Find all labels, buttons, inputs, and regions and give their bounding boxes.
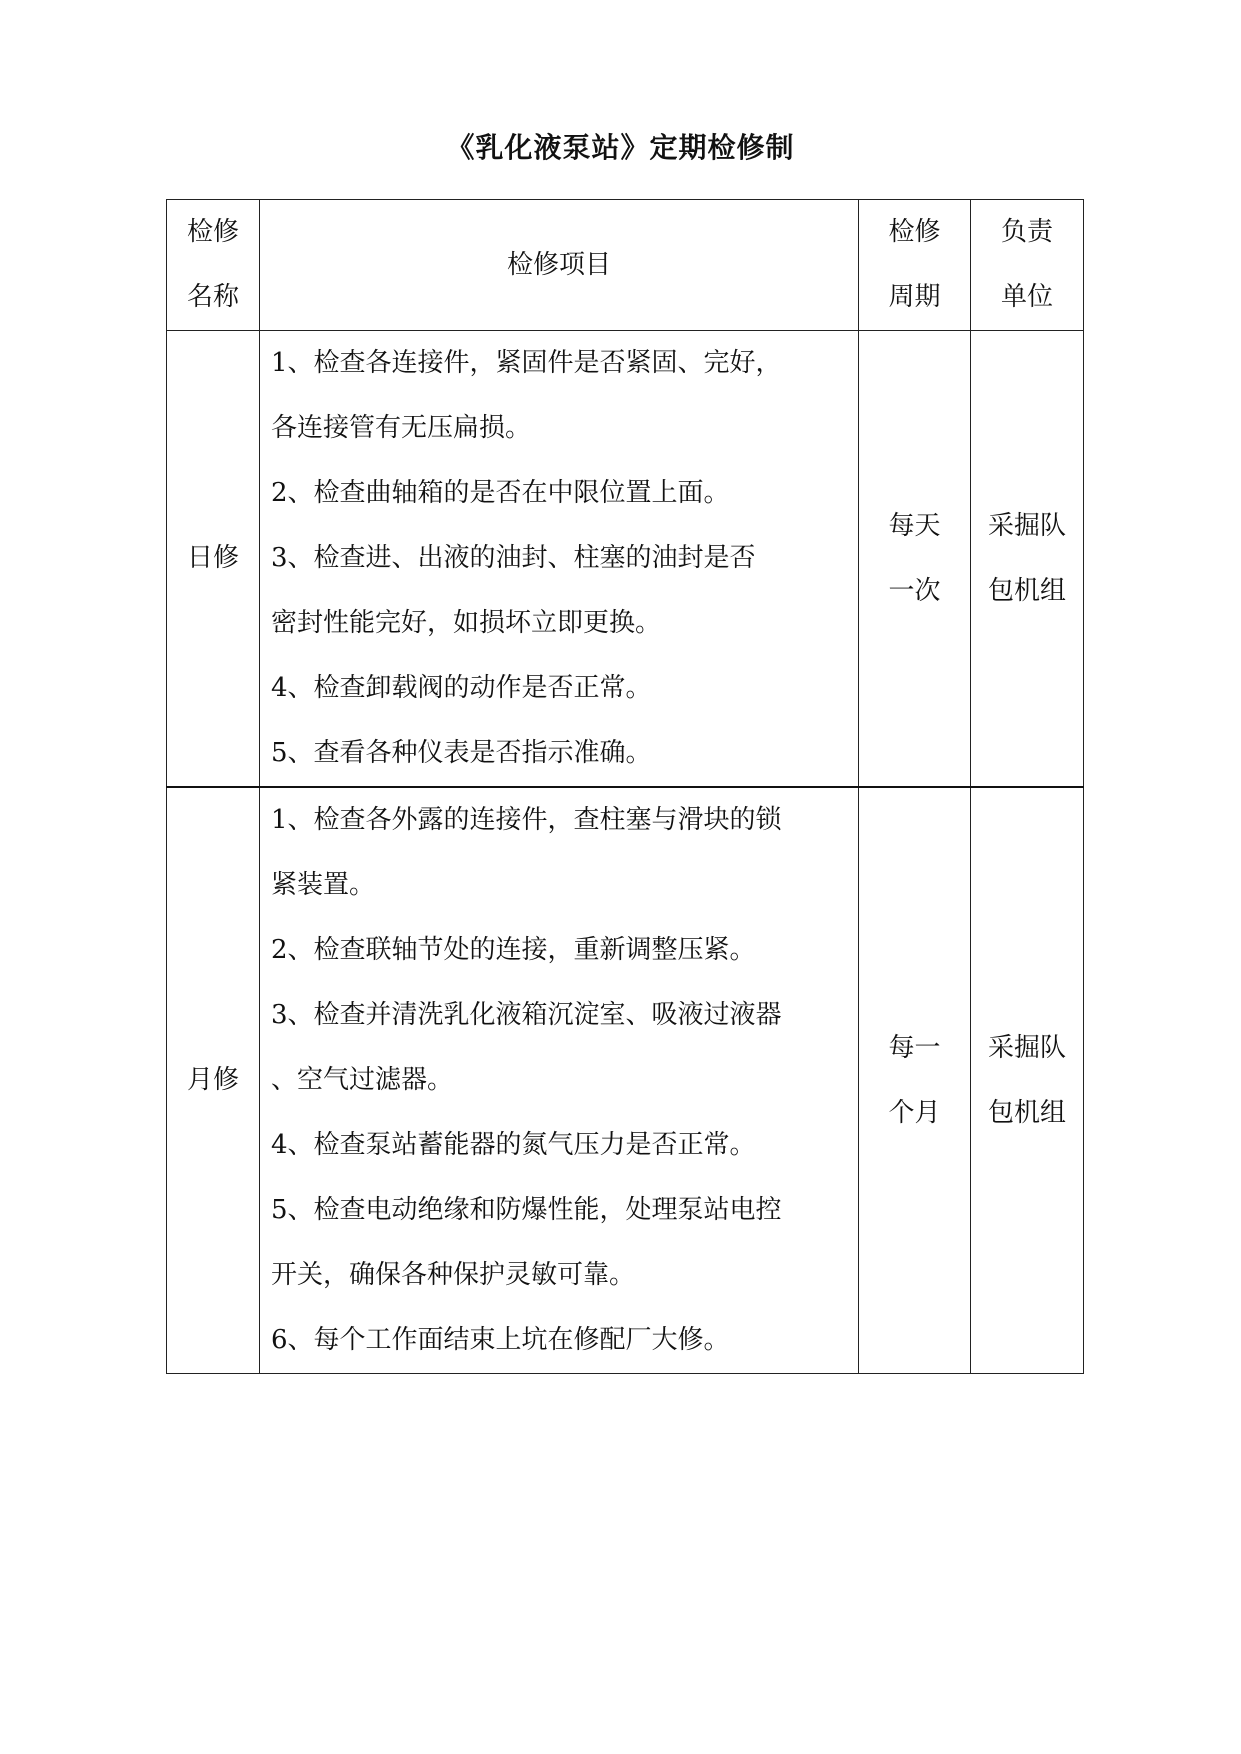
document-title: 《乳化液泵站》定期检修制 xyxy=(446,131,795,164)
item-line: 1、检查各连接件，紧固件是否紧固、完好， xyxy=(271,348,782,378)
item-line: 密封性能完好，如损坏立即更换。 xyxy=(271,608,662,638)
row-items-monthly xyxy=(260,787,859,1374)
item-line: 1、检查各外露的连接件，查柱塞与滑块的锁 xyxy=(271,805,782,835)
item-line: 5、检查电动绝缘和防爆性能，处理泵站电控 xyxy=(271,1195,782,1225)
header-maintenance-items: 检修项目 xyxy=(260,200,859,331)
header-name-line-2: 名称 xyxy=(186,282,239,312)
row-name-daily: 日修 xyxy=(167,331,260,788)
table-row xyxy=(167,331,1084,788)
cycle-line-1: 每天 xyxy=(888,510,941,541)
row-unit-daily xyxy=(971,331,1084,788)
item-line: 6、每个工作面结束上坑在修配厂大修。 xyxy=(271,1325,730,1355)
cycle-line-2: 个月 xyxy=(888,1097,941,1128)
header-maintenance-name xyxy=(167,200,260,331)
row-cycle-monthly xyxy=(859,787,971,1374)
header-cycle-line-2: 周期 xyxy=(888,282,941,312)
row-unit-monthly xyxy=(971,787,1084,1374)
table-row xyxy=(167,787,1084,1374)
item-line: 、空气过滤器。 xyxy=(271,1065,454,1095)
unit-line-2: 包机组 xyxy=(987,575,1066,606)
header-cycle-line-1: 检修 xyxy=(888,217,941,247)
item-line: 3、检查进、出液的油封、柱塞的油封是否 xyxy=(271,543,756,573)
header-responsible-unit xyxy=(971,200,1084,331)
table-header-row xyxy=(167,200,1084,331)
maintenance-table xyxy=(166,199,1084,1374)
item-line: 开关，确保各种保护灵敏可靠。 xyxy=(271,1260,636,1290)
cycle-line-1: 每一 xyxy=(888,1032,941,1063)
item-line: 4、检查卸载阀的动作是否正常。 xyxy=(271,673,652,703)
item-line: 4、检查泵站蓄能器的氮气压力是否正常。 xyxy=(271,1130,756,1160)
item-line: 2、检查联轴节处的连接，重新调整压紧。 xyxy=(271,935,756,965)
unit-line-1: 采掘队 xyxy=(987,510,1066,541)
header-maintenance-cycle xyxy=(859,200,971,331)
unit-line-2: 包机组 xyxy=(987,1097,1066,1128)
item-line: 2、检查曲轴箱的是否在中限位置上面。 xyxy=(271,478,730,508)
unit-line-1: 采掘队 xyxy=(987,1032,1066,1063)
item-line: 紧装置。 xyxy=(271,870,376,900)
row-items-daily xyxy=(260,331,859,788)
header-name-line-1: 检修 xyxy=(186,217,239,247)
header-unit-line-2: 单位 xyxy=(1000,282,1053,312)
cycle-line-2: 一次 xyxy=(888,575,941,606)
row-cycle-daily xyxy=(859,331,971,788)
item-line: 3、检查并清洗乳化液箱沉淀室、吸液过液器 xyxy=(271,1000,782,1030)
header-unit-line-1: 负责 xyxy=(1000,217,1053,247)
row-name-monthly: 月修 xyxy=(167,787,260,1374)
item-line: 5、查看各种仪表是否指示准确。 xyxy=(271,738,652,768)
item-line: 各连接管有无压扁损。 xyxy=(271,413,532,443)
